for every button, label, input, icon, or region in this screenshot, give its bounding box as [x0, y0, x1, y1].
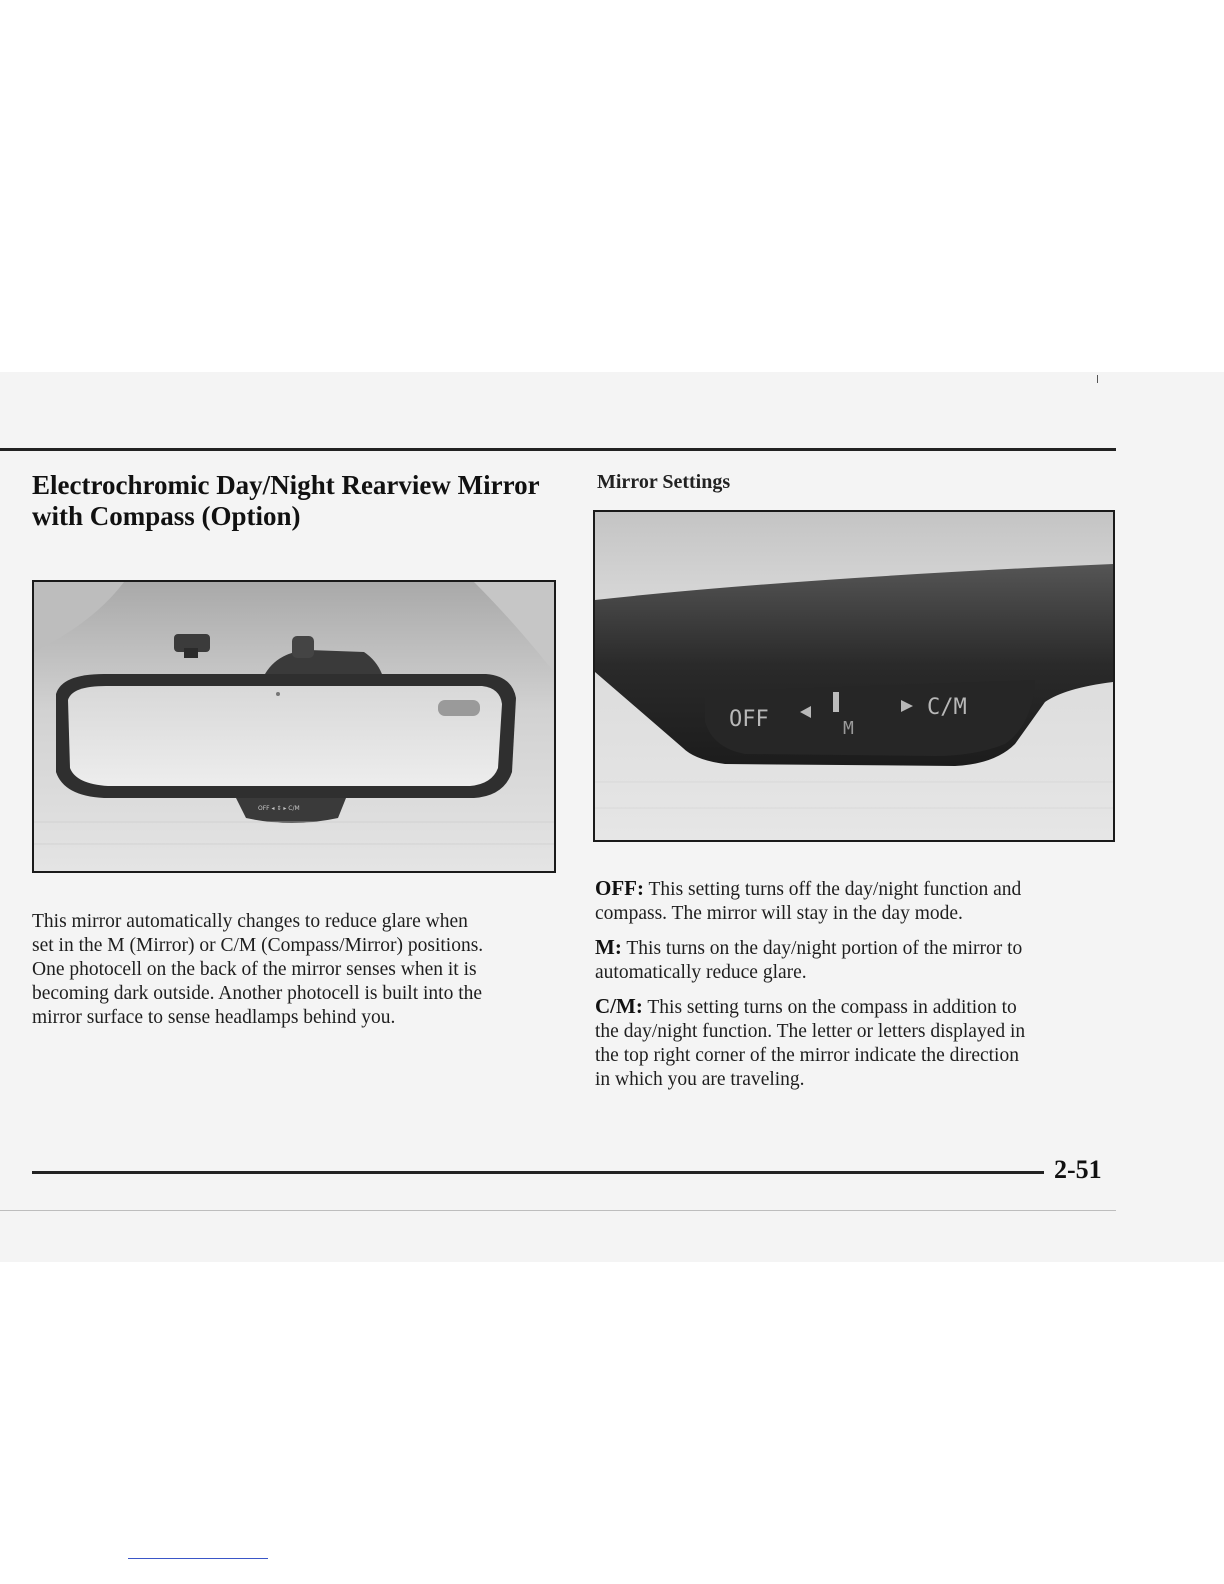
setting-text: compass. The mirror will stay in the day mode.	[595, 903, 963, 924]
section-heading-line-2: with Compass (Option)	[32, 501, 301, 531]
top-rule	[0, 448, 1116, 451]
description-line: mirror surface to sense headlamps behind you.	[32, 1007, 396, 1028]
setting-off	[595, 876, 1115, 926]
setting-text: This setting turns off the day/night function and	[648, 879, 1022, 900]
section-heading-line-1: Electrochromic Day/Night Rearview Mirror	[32, 470, 540, 500]
mirror-switch-photo	[593, 510, 1115, 842]
switch-label-cm: C/M	[927, 695, 967, 720]
rearview-mirror-photo	[32, 580, 556, 873]
switch-label-m: M	[843, 718, 854, 739]
setting-text: automatically reduce glare.	[595, 962, 807, 983]
bottom-rule	[32, 1171, 1044, 1174]
setting-text: the top right corner of the mirror indicate the direction	[595, 1045, 1019, 1066]
link-underline	[128, 1558, 268, 1559]
setting-text: This setting turns on the compass in addition to	[647, 997, 1017, 1018]
setting-term: M:	[595, 935, 622, 959]
switch-label-off: OFF	[729, 707, 769, 732]
description-line: This mirror automatically changes to reduce glare when	[32, 911, 468, 932]
description-line: becoming dark outside. Another photocell is built into the	[32, 983, 483, 1004]
page-number: 2-51	[1054, 1155, 1102, 1184]
setting-term: OFF:	[595, 876, 644, 900]
mirror-settings-list	[595, 876, 1115, 1101]
description-line: set in the M (Mirror) or C/M (Compass/Mirror) positions.	[32, 935, 484, 956]
setting-m	[595, 935, 1115, 985]
mirror-description	[32, 910, 558, 1030]
section-heading	[32, 470, 572, 532]
setting-cm	[595, 994, 1115, 1092]
setting-term: C/M:	[595, 994, 643, 1018]
scan-tick	[1097, 375, 1098, 383]
switch-toggle-icon	[833, 692, 839, 712]
setting-text: in which you are traveling.	[595, 1069, 805, 1090]
svg-text:OFF ◂ ⇕ ▸ C/M: OFF ◂ ⇕ ▸ C/M	[258, 805, 300, 812]
footer-rule	[0, 1210, 1116, 1211]
setting-text: This turns on the day/night portion of the mirror to	[626, 938, 1023, 959]
setting-text: the day/night function. The letter or letters displayed in	[595, 1021, 1026, 1042]
mirror-settings-heading: Mirror Settings	[597, 471, 731, 493]
description-line: One photocell on the back of the mirror senses when it is	[32, 959, 477, 980]
